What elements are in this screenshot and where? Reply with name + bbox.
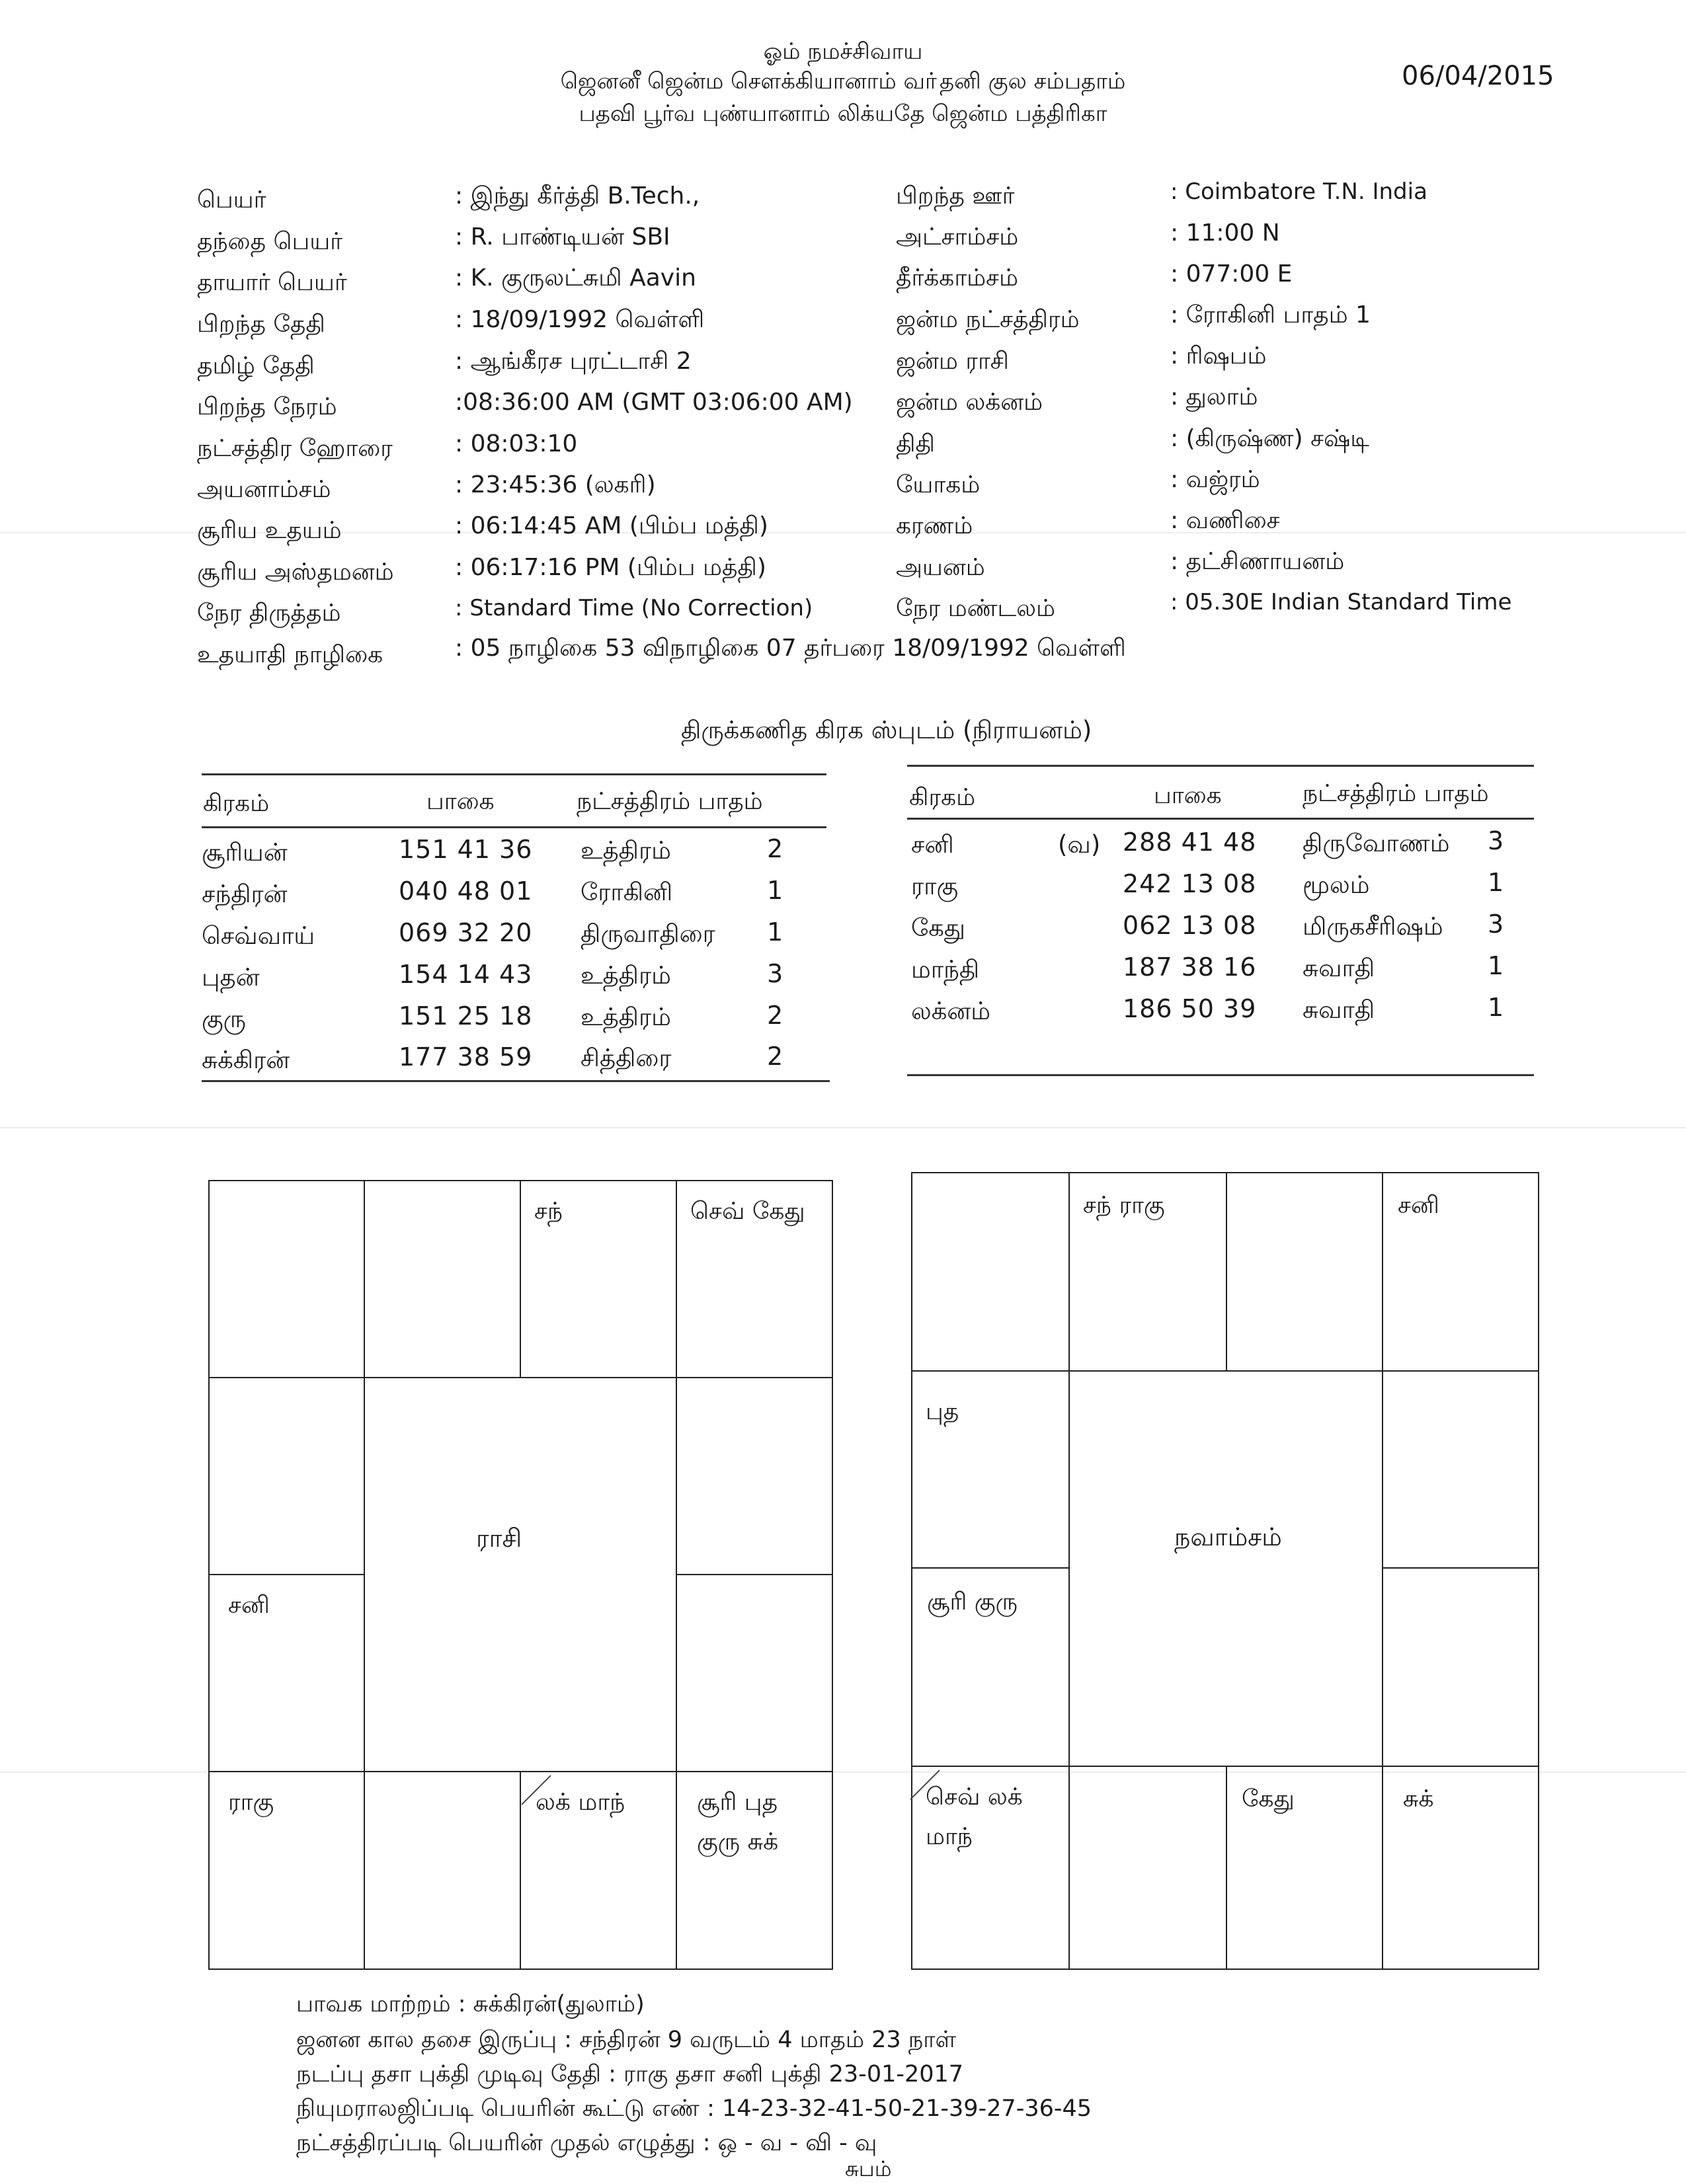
table-header-planet: கிரகம்	[203, 790, 270, 817]
footer-name-letters: நட்சத்திரப்படி பெயரின் முதல் எழுத்து : ஒ - வ - வி - வு	[296, 2130, 877, 2156]
planet-pada: 2	[767, 834, 784, 863]
navamsa-house-aquarius	[911, 1370, 1070, 1569]
navamsa-house-aries-planets: சந் ராகு	[1083, 1192, 1165, 1219]
table-rule	[202, 1080, 830, 1082]
table-rule	[202, 826, 826, 828]
detail-label: அயனாம்சம்	[197, 476, 331, 503]
header-invocation: ஓம் நமச்சிவாய	[763, 38, 923, 65]
detail-label: நேர திருத்தம்	[197, 600, 341, 627]
navamsa-house-libra	[1226, 1766, 1383, 1970]
navamsa-house-aries	[1068, 1172, 1227, 1372]
detail-label: தமிழ் தேதி	[197, 352, 315, 379]
planet-star: சுவாதி	[1303, 995, 1375, 1024]
detail-label: சூரிய அஸ்தமனம்	[197, 559, 394, 586]
detail-value: : Standard Time (No Correction)	[455, 595, 813, 621]
detail-label: நட்சத்திர ஹோரை	[197, 435, 393, 462]
planet-degree: 151 41 36	[399, 835, 533, 864]
rasi-house-libra	[520, 1771, 677, 1970]
rasi-house-scorpio	[364, 1771, 521, 1970]
navamsa-house-cancer	[1382, 1370, 1539, 1569]
detail-label: நேர மண்டலம்	[896, 595, 1055, 622]
rasi-house-leo	[676, 1574, 833, 1772]
navamsa-house-scorpio	[1068, 1766, 1227, 1970]
detail-label: கரணம்	[896, 512, 973, 539]
planet-name: சனி	[911, 830, 954, 859]
planet-retrograde: (வ)	[1058, 830, 1101, 859]
table-header-star-pada: நட்சத்திரம் பாதம்	[577, 788, 763, 815]
planet-star: உத்திரம்	[581, 836, 671, 865]
planet-star: திருவோணம்	[1303, 829, 1450, 857]
footer-numerology: நியுமராலஜிப்படி பெயரின் கூட்டு எண் : 14-23-32-41-50-21-39-27-36-45	[296, 2095, 1092, 2122]
planet-star: மிருகசீரிஷம்	[1303, 912, 1443, 941]
detail-value: : Coimbatore T.N. India	[1170, 178, 1427, 205]
navamsa-chart-title: நவாம்சம்	[1174, 1522, 1282, 1551]
detail-value: : (கிருஷ்ண) சஷ்டி	[1170, 425, 1369, 452]
planet-star: மூலம்	[1303, 871, 1370, 899]
header-verse-line-1: ஜெனனீ ஜென்ம சௌக்கியானாம் வா்தனி குல சம்பதாம்	[560, 68, 1126, 95]
navamsa-house-gemini	[1382, 1172, 1539, 1372]
navamsa-house-sagittarius	[911, 1766, 1070, 1970]
rasi-house-taurus	[520, 1180, 677, 1378]
detail-value: : வஜ்ரம்	[1170, 466, 1260, 493]
detail-value: : 18/09/1992 வெள்ளி	[455, 306, 705, 333]
footer-bhava-change: பாவக மாற்றம் : சுக்கிரன்(துலாம்)	[296, 1991, 645, 2017]
planet-star: உத்திரம்	[581, 961, 671, 990]
footer-current-dasa: நடப்பு தசா புக்தி முடிவு தேதி : ராகு தசா சனி புக்தி 23-01-2017	[296, 2061, 964, 2087]
planet-degree: 154 14 43	[399, 960, 533, 989]
footer-auspicious: சுபம்	[845, 2156, 892, 2181]
rasi-house-aquarius	[208, 1377, 365, 1575]
planet-star: சித்திரை	[581, 1044, 672, 1072]
planet-name: குரு	[202, 1005, 246, 1033]
rasi-house-capricorn-planets: சனி	[228, 1592, 270, 1619]
planet-pada: 3	[767, 959, 784, 988]
table-rule	[907, 1074, 1534, 1076]
planet-star: திருவாதிரை	[581, 919, 715, 948]
detail-label: அட்சாம்சம்	[896, 223, 1019, 251]
header-verse-line-2: பதவி பூர்வ புண்யானாம் லிக்யதே ஜென்ம பத்திரிகா	[579, 100, 1107, 127]
planet-degree: 177 38 59	[399, 1042, 533, 1072]
detail-label: ஜன்ம நட்சத்திரம்	[896, 306, 1080, 333]
detail-label: ஜன்ம ராசி	[896, 348, 1009, 375]
detail-label: தீர்க்காம்சம்	[896, 264, 1018, 292]
planet-name: சுக்கிரன்	[202, 1046, 290, 1074]
detail-label: யோகம்	[896, 471, 981, 498]
planet-degree: 242 13 08	[1123, 869, 1257, 898]
planet-name: புதன்	[202, 963, 260, 992]
planet-degree: 186 50 39	[1123, 994, 1257, 1023]
rasi-house-virgo-planets-2: குரு சுக்	[697, 1828, 779, 1855]
planet-star: ரோகினி	[581, 878, 673, 906]
rasi-chart	[208, 1180, 833, 1970]
planet-degree: 288 41 48	[1123, 828, 1257, 857]
detail-value: : வணிசை	[1170, 507, 1280, 534]
detail-value: : தட்சிணாயனம்	[1170, 548, 1345, 575]
planet-pada: 2	[767, 1001, 784, 1030]
table-rule	[202, 773, 826, 775]
navamsa-house-capricorn-planets: சூரி குரு	[927, 1588, 1018, 1616]
detail-value: : 06:14:45 AM (பிம்ப மத்தி)	[455, 512, 768, 539]
detail-label: திதி	[896, 430, 935, 457]
table-header-degree: பாகை	[426, 788, 495, 815]
table-header-degree: பாகை	[1154, 782, 1222, 809]
detail-label: பெயர்	[197, 186, 266, 214]
detail-label: அயனம்	[896, 554, 985, 581]
rasi-house-cancer	[676, 1377, 833, 1575]
planet-name: லக்னம்	[911, 997, 991, 1025]
detail-label: தாயார் பெயர்	[197, 269, 347, 296]
detail-value: : ஆங்கீரச புரட்டாசி 2	[455, 348, 692, 375]
table-header-star-pada: நட்சத்திரம் பாதம்	[1303, 780, 1489, 807]
planet-name: கேது	[911, 914, 966, 942]
navamsa-house-libra-planets: கேது	[1242, 1785, 1295, 1813]
detail-label: தந்தை பெயர்	[197, 228, 342, 255]
rasi-house-taurus-planets: சந்	[534, 1198, 563, 1225]
rasi-house-gemini	[676, 1180, 833, 1378]
table-rule	[907, 818, 1534, 820]
detail-value: : ரோகினி பாதம் 1	[1170, 301, 1371, 329]
navamsa-house-gemini-planets: சனி	[1398, 1192, 1439, 1219]
detail-value: : 23:45:36 (லகரி)	[455, 471, 656, 498]
navamsa-house-sagittarius-planets-1: செவ் லக்	[926, 1783, 1023, 1811]
detail-value: : 11:00 N	[1170, 219, 1280, 247]
detail-value: : K. குருலட்சுமி Aavin	[455, 264, 696, 292]
detail-label: உதயாதி நாழிகை	[197, 641, 383, 668]
navamsa-house-aquarius-planets: புத	[926, 1398, 959, 1425]
table-rule	[907, 765, 1534, 767]
rasi-house-pisces	[208, 1180, 365, 1378]
paper-fold	[0, 1127, 1686, 1128]
navamsa-house-virgo	[1382, 1766, 1539, 1970]
detail-label: பிறந்த தேதி	[197, 311, 325, 338]
detail-value: : 08:03:10	[455, 430, 578, 457]
rasi-house-libra-planets: லக் மாந்	[536, 1789, 625, 1816]
rasi-house-aries	[364, 1180, 521, 1378]
planet-name: சூரியன்	[202, 838, 288, 867]
planet-degree: 151 25 18	[399, 1001, 533, 1031]
planet-pada: 1	[767, 917, 784, 947]
detail-value: : ரிஷபம்	[1170, 342, 1267, 370]
navamsa-house-pisces	[911, 1172, 1070, 1372]
navamsa-chart	[911, 1172, 1539, 1970]
table-header-planet: கிரகம்	[909, 784, 976, 811]
detail-value: : 077:00 E	[1170, 260, 1293, 288]
planet-section-title: திருக்கணித கிரக ஸ்புடம் (நிராயனம்)	[681, 716, 1092, 744]
planet-name: சந்திரன்	[202, 880, 288, 908]
detail-value: : 05 நாழிகை 53 விநாழிகை 07 தர்பரை 18/09/1992 வெள்ளி	[455, 635, 1126, 662]
navamsa-house-taurus	[1226, 1172, 1383, 1372]
planet-pada: 3	[1488, 910, 1505, 939]
detail-value: : துலாம்	[1170, 383, 1258, 410]
detail-value: : 05.30E Indian Standard Time	[1170, 589, 1512, 615]
planet-name: ராகு	[911, 872, 959, 900]
rasi-house-gemini-planets: செவ் கேது	[690, 1198, 805, 1225]
rasi-chart-title: ராசி	[476, 1524, 522, 1553]
navamsa-house-sagittarius-planets-2: மாந்	[926, 1823, 973, 1850]
planet-name: மாந்தி	[911, 955, 980, 984]
planet-pada: 1	[1488, 951, 1505, 980]
footer-dasa-balance: ஜனன கால தசை இருப்பு : சந்திரன் 9 வருடம் 4 மாதம் 23 நாள்	[296, 2027, 957, 2053]
planet-pada: 2	[767, 1042, 784, 1071]
rasi-house-virgo-planets-1: சூரி புத	[697, 1789, 778, 1816]
rasi-house-virgo	[676, 1771, 833, 1970]
detail-value: : 06:17:16 PM (பிம்ப மத்தி)	[455, 554, 766, 581]
planet-pada: 1	[1488, 868, 1505, 897]
planet-degree: 040 48 01	[399, 877, 533, 906]
planet-degree: 187 38 16	[1123, 953, 1257, 982]
planet-name: செவ்வாய்	[202, 921, 315, 950]
planet-star: உத்திரம்	[581, 1003, 671, 1031]
detail-label: பிறந்த நேரம்	[197, 393, 337, 420]
rasi-house-sagittarius-planets: ராகு	[228, 1789, 274, 1816]
detail-value: : R. பாண்டியன் SBI	[455, 223, 670, 251]
detail-value: : இந்து கீர்த்தி B.Tech.,	[455, 182, 700, 210]
planet-pada: 1	[767, 876, 784, 905]
planet-degree: 069 32 20	[399, 918, 533, 947]
navamsa-house-capricorn	[911, 1567, 1070, 1767]
detail-label: ஜன்ம லக்னம்	[896, 389, 1043, 416]
planet-pada: 1	[1488, 993, 1505, 1022]
navamsa-house-leo	[1382, 1567, 1539, 1767]
planet-pada: 3	[1488, 826, 1505, 855]
planet-degree: 062 13 08	[1123, 911, 1257, 940]
rasi-house-capricorn	[208, 1574, 365, 1772]
navamsa-house-virgo-planets: சுக்	[1403, 1785, 1434, 1813]
detail-label: சூரிய உதயம்	[197, 517, 342, 544]
planet-star: சுவாதி	[1303, 954, 1375, 982]
rasi-house-sagittarius	[208, 1771, 365, 1970]
document-date: 06/04/2015	[1402, 61, 1554, 91]
detail-label: பிறந்த ஊர்	[896, 182, 1015, 210]
detail-value: :08:36:00 AM (GMT 03:06:00 AM)	[455, 389, 853, 416]
